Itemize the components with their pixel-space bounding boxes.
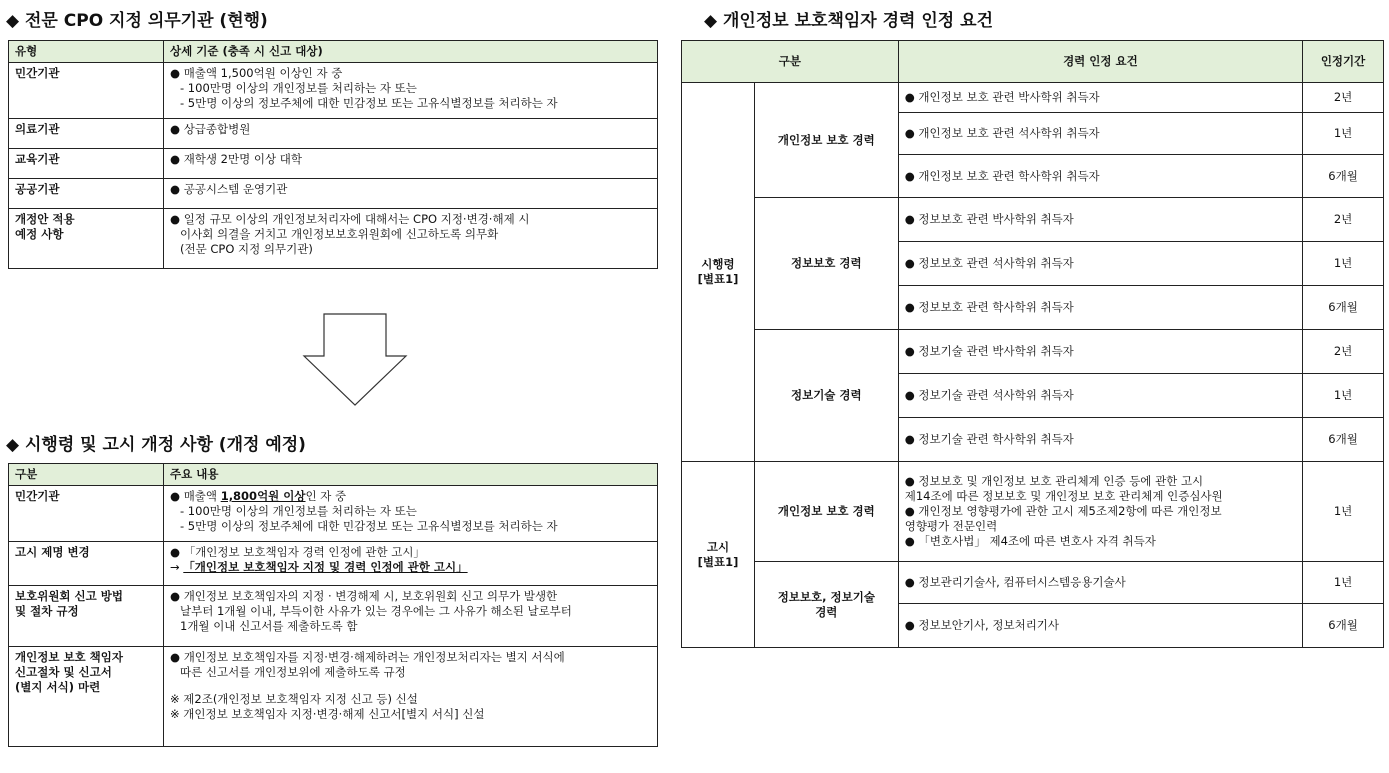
line: 이사회 의결을 거치고 개인정보보호위원회에 신고하도록 의무화	[180, 227, 499, 241]
period-cell: 6개월	[1303, 155, 1384, 198]
header-content: 주요 내용	[164, 464, 658, 486]
row-content	[164, 63, 658, 119]
table-row	[682, 462, 1384, 562]
row-label: 민간기관	[9, 486, 164, 542]
requirement-cell: ● 정보보호 관련 박사학위 취득자	[898, 198, 1302, 242]
table-header-row	[9, 41, 658, 63]
career-requirements-title: ◆ 개인정보 보호책임자 경력 인정 요건	[704, 11, 993, 31]
row-content	[164, 486, 658, 542]
line	[170, 560, 651, 575]
career-requirements-table	[681, 40, 1384, 648]
requirement-cell: ● 개인정보 보호 관련 석사학위 취득자	[898, 113, 1302, 155]
table-row	[9, 486, 658, 542]
note: ※ 개인정보 보호책임자 지정·변경·해제 신고서[별지 서식] 신설	[170, 707, 485, 721]
group-label: 시행령 [별표1]	[682, 83, 755, 462]
revision-title: ◆ 시행령 및 고시 개정 사항 (개정 예정)	[6, 435, 306, 455]
row-label: 고시 제명 변경	[9, 542, 164, 586]
table-row	[682, 562, 1384, 604]
row-label: 민간기관	[9, 63, 164, 119]
table-row	[9, 179, 658, 209]
table-row	[9, 647, 658, 747]
row-content	[164, 209, 658, 269]
line: ● 개인정보 보호책임자를 지정·변경·해제하려는 개인정보처리자는 별지 서식에	[170, 650, 565, 664]
table-row	[9, 542, 658, 586]
text: ● 매출액	[170, 489, 221, 503]
line: 따른 신고서를 개인정보위에 제출하도록 규정	[180, 665, 406, 679]
table-row	[9, 63, 658, 119]
period-cell: 2년	[1303, 330, 1384, 374]
period-cell: 6개월	[1303, 418, 1384, 462]
requirement-cell: ● 정보관리기술사, 컴퓨터시스템응용기술사	[898, 562, 1302, 604]
row-label: 보호위원회 신고 방법 및 절차 규정	[9, 586, 164, 647]
line: - 5만명 이상의 정보주체에 대한 민감정보 또는 고유식별정보를 처리하는 자	[180, 96, 558, 110]
table-row	[9, 209, 658, 269]
period-cell: 1년	[1303, 562, 1384, 604]
current-cpo-title: ◆ 전문 CPO 지정 의무기관 (현행)	[6, 11, 268, 31]
line	[170, 489, 651, 504]
row-label: 교육기관	[9, 149, 164, 179]
period-cell: 2년	[1303, 198, 1384, 242]
row-content	[164, 586, 658, 647]
subgroup-label: 정보보호 경력	[754, 198, 898, 330]
requirement-cell: ● 정보기술 관련 학사학위 취득자	[898, 418, 1302, 462]
subgroup-label: 정보기술 경력	[754, 330, 898, 462]
subgroup-label: 개인정보 보호 경력	[754, 462, 898, 562]
table-row	[682, 83, 1384, 113]
requirement-cell: ● 정보보호 관련 학사학위 취득자	[898, 286, 1302, 330]
requirement-cell: ● 정보보안기사, 정보처리기사	[898, 604, 1302, 648]
table-row	[682, 198, 1384, 242]
row-content: ● 공공시스템 운영기관	[164, 179, 658, 209]
text: →	[170, 560, 184, 574]
line: ● 개인정보 보호책임자의 지정 · 변경해제 시, 보호위원회 신고 의무가 발생한	[170, 589, 558, 603]
period-cell: 1년	[1303, 462, 1384, 562]
row-content	[164, 647, 658, 747]
line: ● 「개인정보 보호책임자 경력 인정에 관한 고시」	[170, 545, 425, 559]
table-row	[9, 119, 658, 149]
highlight-text: 「개인정보 보호책임자 지정 및 경력 인정에 관한 고시」	[183, 560, 468, 574]
line: - 5만명 이상의 정보주체에 대한 민감정보 또는 고유식별정보를 처리하는 자	[180, 519, 558, 533]
row-content: ● 재학생 2만명 이상 대학	[164, 149, 658, 179]
line: ● 일정 규모 이상의 개인정보처리자에 대해서는 CPO 지정·변경·해제 시	[170, 212, 530, 226]
period-cell: 6개월	[1303, 604, 1384, 648]
revision-table	[8, 463, 658, 747]
current-cpo-table	[8, 40, 658, 269]
period-cell: 1년	[1303, 374, 1384, 418]
header-category: 구분	[682, 41, 899, 83]
line: ● 매출액 1,500억원 이상인 자 중	[170, 66, 343, 80]
period-cell: 6개월	[1303, 286, 1384, 330]
header-criteria: 상세 기준 (충족 시 신고 대상)	[164, 41, 658, 63]
table-header-row	[682, 41, 1384, 83]
row-label: 개인정보 보호 책임자 신고절차 및 신고서 (별지 서식) 마련	[9, 647, 164, 747]
period-cell: 2년	[1303, 83, 1384, 113]
header-period: 인정기간	[1303, 41, 1384, 83]
highlight-text: 1,800억원 이상	[220, 489, 306, 503]
group-label: 고시 [별표1]	[682, 462, 755, 648]
line: 1개월 이내 신고서를 제출하도록 함	[180, 619, 358, 633]
down-arrow-icon	[300, 312, 410, 408]
table-row	[9, 149, 658, 179]
requirement-cell: ● 정보기술 관련 석사학위 취득자	[898, 374, 1302, 418]
period-cell: 1년	[1303, 242, 1384, 286]
subgroup-label: 개인정보 보호 경력	[754, 83, 898, 198]
header-category: 구분	[9, 464, 164, 486]
line: (전문 CPO 지정 의무기관)	[180, 242, 313, 256]
line: 날부터 1개월 이내, 부득이한 사유가 있는 경우에는 그 사유가 해소된 날로부터	[180, 604, 572, 618]
requirement-cell: ● 정보보호 및 개인정보 보호 관리체계 인증 등에 관한 고시 제14조에 따른 정보보호 및 개인정보 보호 관리체계 인증심사원 ● 개인정보 영향평가에 관한 고시 제5조제2항에 따른 개인정보 영향평가 전문인력 ● 「변호사법」 제4조에 따른 변호사 자격 취득자	[898, 462, 1302, 562]
table-header-row	[9, 464, 658, 486]
header-type: 유형	[9, 41, 164, 63]
table-row	[9, 586, 658, 647]
line: - 100만명 이상의 개인정보를 처리하는 자 또는	[180, 504, 417, 518]
requirement-cell: ● 개인정보 보호 관련 박사학위 취득자	[898, 83, 1302, 113]
requirement-cell: ● 개인정보 보호 관련 학사학위 취득자	[898, 155, 1302, 198]
requirement-cell: ● 정보기술 관련 박사학위 취득자	[898, 330, 1302, 374]
requirement-cell: ● 정보보호 관련 석사학위 취득자	[898, 242, 1302, 286]
row-content	[164, 542, 658, 586]
row-label: 공공기관	[9, 179, 164, 209]
line: - 100만명 이상의 개인정보를 처리하는 자 또는	[180, 81, 417, 95]
row-label: 개정안 적용 예정 사항	[9, 209, 164, 269]
row-label: 의료기관	[9, 119, 164, 149]
header-requirement: 경력 인정 요건	[898, 41, 1302, 83]
subgroup-label: 정보보호, 정보기술 경력	[754, 562, 898, 648]
row-content: ● 상급종합병원	[164, 119, 658, 149]
table-row	[682, 330, 1384, 374]
note: ※ 제2조(개인정보 보호책임자 지정 신고 등) 신설	[170, 692, 418, 706]
text: 인 자 중	[305, 489, 347, 503]
period-cell: 1년	[1303, 113, 1384, 155]
